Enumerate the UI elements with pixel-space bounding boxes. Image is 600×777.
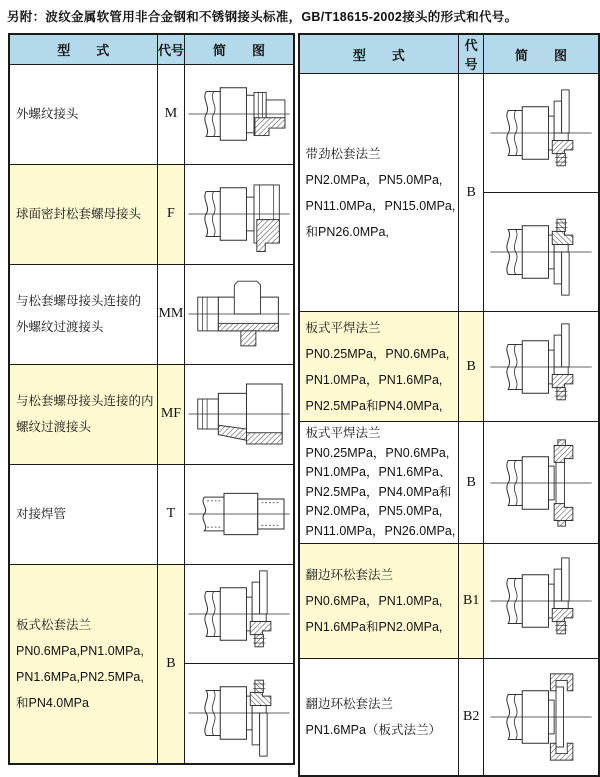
type-cell: 外螺纹接头	[9, 64, 157, 164]
diagram-cell	[185, 264, 294, 364]
page-title: 另附：波纹金属软管用非合金钢和不锈钢接头标准，GB/T18615-2002接头的形式和代号。	[7, 10, 518, 24]
code-cell: M	[157, 64, 185, 164]
right-table	[298, 33, 600, 777]
header-diagram: 简 图	[483, 34, 599, 74]
code-cell: B	[459, 312, 484, 422]
diagram-cell	[483, 312, 599, 422]
code-cell: F	[157, 164, 185, 264]
type-cell: 板式平焊法兰 PN0.25MPa，PN0.6MPa, PN1.0MPa，PN1.6MPa, PN2.5MPa和PN4.0MPa,	[299, 312, 459, 422]
type-cell: 带劲松套法兰 PN2.0MPa，PN5.0MPa, PN11.0MPa，PN15.0MPa, 和PN26.0MPa,	[299, 74, 459, 312]
diagram-plate-loose-flange-top	[186, 569, 292, 659]
diagram-plate-loose-flange-bottom	[186, 668, 292, 758]
code-cell: T	[157, 464, 185, 564]
diagram-cell	[483, 74, 599, 312]
diagram-plate-flat-weld-flange	[486, 322, 596, 412]
header-diagram: 简 图	[185, 34, 294, 64]
diagram-necked-loose-flange-top	[486, 88, 596, 178]
header-type: 型 式	[299, 34, 459, 74]
table-row	[9, 264, 294, 364]
diagram-sub-cell	[484, 193, 598, 311]
diagram-sub-cell	[185, 565, 292, 664]
code-cell: B2	[459, 659, 484, 776]
diagram-cell	[483, 544, 599, 659]
code-cell: B	[459, 422, 484, 544]
diagram-female-transition-joint	[186, 369, 292, 459]
type-cell: 球面密封松套螺母接头	[9, 164, 157, 264]
diagram-cell	[185, 564, 294, 764]
code-cell: B1	[459, 544, 484, 659]
diagram-male-threaded-joint	[186, 69, 292, 159]
type-cell: 板式松套法兰 PN0.6MPa,PN1.0MPa, PN1.6MPa,PN2.5MPa, 和PN4.0MPa	[9, 564, 157, 764]
diagram-sub-cell	[484, 75, 598, 193]
type-cell: 翻边环松套法兰 PN0.6MPa，PN1.0MPa, PN1.6MPa和PN2.0MPa,	[299, 544, 459, 659]
diagram-butt-weld-pipe	[186, 469, 292, 559]
table-row	[9, 64, 294, 164]
table-row	[299, 422, 599, 544]
type-cell: 板式平焊法兰 PN0.25MPa，PN0.6MPa, PN1.0MPa，PN1.6MPa、 PN2.5MPa，PN4.0MPa和 PN2.0MPa，PN5.0MPa, PN11.0MPa，PN26.0MPa,	[299, 422, 459, 544]
type-cell: 与松套螺母接头连接的 外螺纹过渡接头	[9, 264, 157, 364]
type-cell: 与松套螺母接头连接的内 螺纹过渡接头	[9, 364, 157, 464]
header-row	[9, 34, 294, 64]
diagram-cell	[185, 64, 294, 164]
table-row	[299, 312, 599, 422]
code-cell: MM	[157, 264, 185, 364]
diagram-cell	[483, 422, 599, 544]
diagram-cell	[483, 659, 599, 776]
table-row	[299, 74, 599, 312]
diagram-flanged-ring-loose-flange	[486, 556, 596, 646]
header-code: 代号	[157, 34, 185, 64]
code-cell: MF	[157, 364, 185, 464]
header-type: 型 式	[9, 34, 157, 64]
diagram-spherical-sealing-loose-nut-joint	[186, 169, 292, 259]
tables-container	[8, 33, 600, 777]
table-row	[9, 564, 294, 764]
header-code: 代号	[459, 34, 484, 74]
table-row	[9, 164, 294, 264]
diagram-flanged-ring-plate-flange	[486, 672, 596, 762]
diagram-sub-cell	[185, 664, 292, 763]
type-cell: 对接焊管	[9, 464, 157, 564]
table-row	[9, 464, 294, 564]
code-cell: B	[459, 74, 484, 312]
diagram-cell	[185, 464, 294, 564]
diagram-cell	[185, 164, 294, 264]
diagram-cell	[185, 364, 294, 464]
table-row	[299, 659, 599, 776]
header-row	[299, 34, 599, 74]
left-table	[8, 33, 295, 765]
diagram-plate-flat-weld-flange-double	[486, 438, 596, 528]
code-cell: B	[157, 564, 185, 764]
table-row	[299, 544, 599, 659]
diagram-necked-loose-flange-bottom	[486, 207, 596, 297]
diagram-male-transition-nipple	[186, 269, 292, 359]
table-row	[9, 364, 294, 464]
type-cell: 翻边环松套法兰 PN1.6MPa（板式法兰）	[299, 659, 459, 776]
